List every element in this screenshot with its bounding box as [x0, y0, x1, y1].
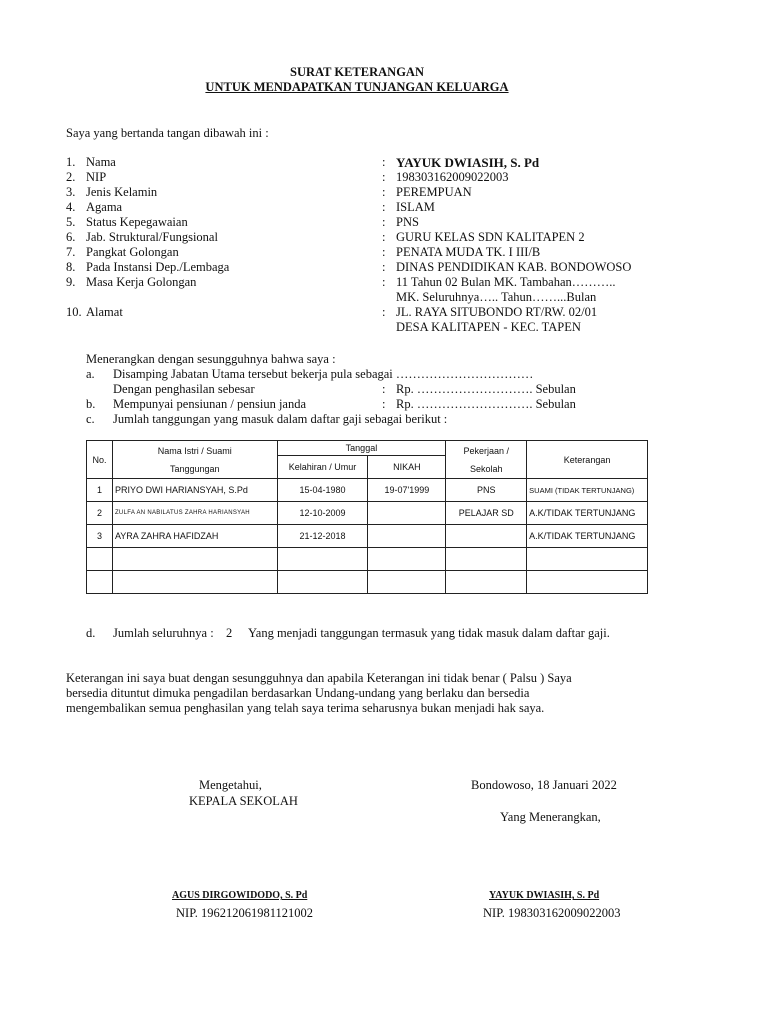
row3-lahir: 21-12-2018	[277, 525, 368, 548]
declare-b-text: Mempunyai pensiunan / pensiun janda	[113, 397, 307, 411]
row2-keterangan: A.K/TIDAK TERTUNJANG	[527, 502, 648, 525]
closing-line-2: bersedia dituntut dimuka pengadilan berdasarkan Undang-undang yang berlaku dan bersedia	[66, 686, 530, 700]
header-keterangan: Keterangan	[527, 441, 648, 479]
field-number: 1.	[66, 155, 76, 169]
header-nama-line2: Tanggungan	[170, 463, 220, 474]
field-colon: :	[382, 245, 386, 259]
header-no: No.	[87, 441, 113, 479]
field-colon: :	[382, 305, 386, 319]
field-value: PEREMPUAN	[396, 185, 472, 199]
field-number: 4.	[66, 200, 76, 214]
row2-no: 2	[87, 502, 113, 525]
sign-left-nip: NIP. 196212061981121002	[176, 906, 314, 920]
sign-right-line2: Yang Menerangkan,	[500, 810, 601, 824]
field-colon: :	[382, 155, 386, 169]
field-number: 3.	[66, 185, 76, 199]
header-nama-line1: Nama Istri / Suami	[157, 445, 232, 456]
field-value: PNS	[396, 215, 419, 229]
field-number: 7.	[66, 245, 76, 259]
header-tanggal: Tanggal	[277, 441, 446, 456]
field-number: 9.	[66, 275, 76, 289]
total-value: 2	[226, 626, 233, 640]
field-value-continued: DESA KALITAPEN - KEC. TAPEN	[396, 320, 581, 334]
declare-b-colon: :	[382, 397, 386, 411]
closing-line-3: mengembalikan semua penghasilan yang telah saya terima seharusnya bukan menjadi hak saya.	[66, 701, 545, 715]
field-value: DINAS PENDIDIKAN KAB. BONDOWOSO	[396, 260, 632, 274]
field-label: Pada Instansi Dep./Lembaga	[86, 260, 230, 274]
field-value: JL. RAYA SITUBONDO RT/RW. 02/01	[396, 305, 598, 319]
header-kelahiran: Kelahiran / Umur	[277, 456, 368, 479]
total-text: Yang menjadi tanggungan termasuk yang tidak masuk dalam daftar gaji.	[248, 626, 610, 640]
sign-right-name: YAYUK DWIASIH, S. Pd	[489, 890, 600, 901]
intro-text: Saya yang bertanda tangan dibawah ini :	[66, 126, 269, 140]
row3-nama: AYRA ZAHRA HAFIDZAH	[112, 525, 277, 548]
table-row	[87, 525, 648, 548]
row3-pekerjaan	[446, 525, 527, 548]
sign-right-nip: NIP. 198303162009022003	[483, 906, 621, 920]
header-nama	[112, 441, 277, 479]
row1-keterangan: SUAMI (TIDAK TERTUNJANG)	[527, 479, 648, 502]
declare-a2-text: Dengan penghasilan sebesar	[113, 382, 255, 396]
field-label: Status Kepegawaian	[86, 215, 188, 229]
field-colon: :	[382, 200, 386, 214]
row1-no: 1	[87, 479, 113, 502]
table-row-empty	[87, 548, 648, 571]
table-row-empty	[87, 571, 648, 594]
sign-left-line2: KEPALA SEKOLAH	[189, 794, 298, 808]
declare-a2-value: Rp. ………………………. Sebulan	[396, 382, 576, 396]
field-number: 5.	[66, 215, 76, 229]
field-colon: :	[382, 260, 386, 274]
row2-lahir: 12-10-2009	[277, 502, 368, 525]
row1-lahir: 15-04-1980	[277, 479, 368, 502]
table-header-row	[87, 441, 648, 456]
field-label: Masa Kerja Golongan	[86, 275, 197, 289]
table-row	[87, 502, 648, 525]
row1-nama: PRIYO DWI HARIANSYAH, S.Pd	[112, 479, 277, 502]
closing-line-1: Keterangan ini saya buat dengan sesungguhnya dan apabila Keterangan ini tidak benar ( Palsu ) Saya	[66, 671, 572, 685]
declare-intro: Menerangkan dengan sesungguhnya bahwa saya :	[86, 352, 336, 366]
field-label: Jab. Struktural/Fungsional	[86, 230, 218, 244]
field-label: Nama	[86, 155, 116, 169]
field-colon: :	[382, 275, 386, 289]
row2-nikah	[368, 502, 446, 525]
field-label: Jenis Kelamin	[86, 185, 158, 199]
field-number: 10.	[66, 305, 82, 319]
table-row	[87, 479, 648, 502]
row3-nikah	[368, 525, 446, 548]
row1-nikah: 19-07'1999	[368, 479, 446, 502]
field-value: 11 Tahun 02 Bulan MK. Tambahan………..	[396, 275, 616, 289]
header-pekerjaan-line1: Pekerjaan /	[463, 445, 509, 456]
sign-left-line1: Mengetahui,	[199, 778, 262, 792]
field-number: 2.	[66, 170, 76, 184]
doc-title: SURAT KETERANGAN	[290, 65, 424, 79]
total-label: Jumlah seluruhnya :	[113, 626, 214, 640]
row3-no: 3	[87, 525, 113, 548]
header-pekerjaan	[446, 441, 527, 479]
declare-b-mark: b.	[86, 397, 96, 411]
row3-keterangan: A.K/TIDAK TERTUNJANG	[527, 525, 648, 548]
field-label: Agama	[86, 200, 123, 214]
row1-pekerjaan: PNS	[446, 479, 527, 502]
declare-b-value: Rp. ………………………. Sebulan	[396, 397, 576, 411]
field-colon: :	[382, 230, 386, 244]
sign-left-name: AGUS DIRGOWIDODO, S. Pd	[172, 890, 308, 901]
field-number: 6.	[66, 230, 76, 244]
dependents-table	[86, 440, 648, 594]
field-colon: :	[382, 215, 386, 229]
field-value: 198303162009022003	[396, 170, 509, 184]
field-value-continued: MK. Seluruhnya….. Tahun……...Bulan	[396, 290, 597, 304]
field-label: NIP	[86, 170, 107, 184]
field-colon: :	[382, 170, 386, 184]
total-mark: d.	[86, 626, 96, 640]
field-value: PENATA MUDA TK. I III/B	[396, 245, 541, 259]
declare-a2-colon: :	[382, 382, 386, 396]
field-label: Pangkat Golongan	[86, 245, 179, 259]
declare-a-text: Disamping Jabatan Utama tersebut bekerja pula sebagai ……………………………	[113, 367, 534, 381]
header-nikah: NIKAH	[368, 456, 446, 479]
sign-right-place-date: Bondowoso, 18 Januari 2022	[471, 778, 617, 792]
field-number: 8.	[66, 260, 76, 274]
field-value: ISLAM	[396, 200, 435, 214]
row2-nama: ZULFA AN NABILATUS ZAHRA HARIANSYAH	[112, 502, 277, 525]
field-value: GURU KELAS SDN KALITAPEN 2	[396, 230, 585, 244]
declare-c-text: Jumlah tanggungan yang masuk dalam daftar gaji sebagai berikut :	[113, 412, 448, 426]
header-pekerjaan-line2: Sekolah	[469, 463, 503, 474]
row2-pekerjaan: PELAJAR SD	[446, 502, 527, 525]
declare-a-mark: a.	[86, 367, 95, 381]
field-colon: :	[382, 185, 386, 199]
field-label: Alamat	[86, 305, 123, 319]
doc-subtitle: UNTUK MENDAPATKAN TUNJANGAN KELUARGA	[205, 80, 509, 94]
field-value: YAYUK DWIASIH, S. Pd	[396, 155, 540, 170]
declare-c-mark: c.	[86, 412, 95, 426]
